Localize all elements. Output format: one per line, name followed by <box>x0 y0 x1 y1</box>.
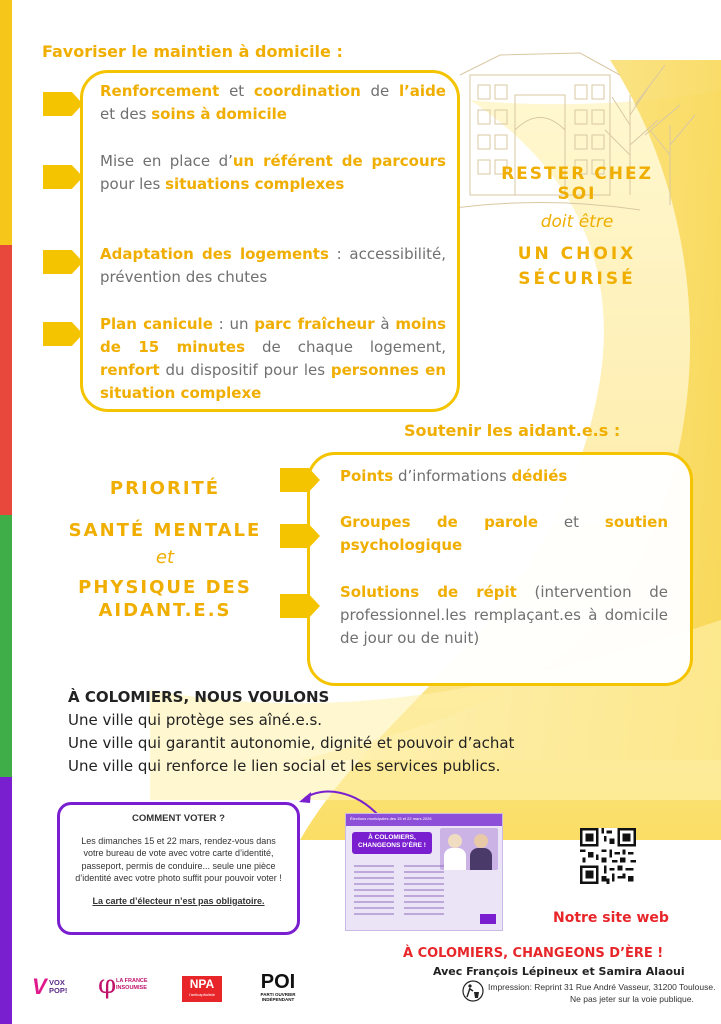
voulons-line-3: Une ville qui renforce le lien social et les services publics. <box>68 757 501 775</box>
flyer-list-lines <box>354 862 464 926</box>
footer-slogan: À COLOMIERS, CHANGEONS D’ÈRE ! <box>403 946 664 961</box>
priority-line3: et <box>155 547 175 568</box>
site-label[interactable]: Notre site web <box>553 910 669 926</box>
footer-imprint: Impression: Reprint 31 Rue André Vasseur, 31200 Toulouse. <box>488 982 716 992</box>
section1-title: Favoriser le maintien à domicile : <box>42 42 343 61</box>
stripe-red <box>0 245 12 515</box>
vote-info-box <box>57 802 300 935</box>
slogan-line2: doit être <box>540 212 614 232</box>
section1-item-2: Mise en place d’un référent de parcours pour les situations complexes <box>100 152 446 193</box>
logo-poi <box>250 972 306 1004</box>
qr-code-icon[interactable] <box>580 828 636 884</box>
logo-lfi-text: LA FRANCE INSOUMISE <box>116 978 148 991</box>
logo-npa <box>182 976 222 1002</box>
slogan-line1: RESTER CHEZ SOI <box>501 164 653 204</box>
logo-lfi: φ LA FRANCE INSOUMISE <box>98 974 158 1002</box>
voulons-title: À COLOMIERS, NOUS VOULONS <box>68 688 330 706</box>
stripe-yellow <box>0 0 12 245</box>
section1-item-1: Renforcement et coordination de l’aide et des soins à domicile <box>100 82 446 123</box>
priority-line4: PHYSIQUE DES AIDANT.E.S <box>78 577 252 621</box>
priority-line1: PRIORITÉ <box>109 478 221 499</box>
residence-illustration <box>440 35 710 235</box>
footer-candidates: Avec François Lépineux et Samira Alaoui <box>433 965 685 978</box>
section2-item-2: Groupes de parole et soutien psychologique <box>340 513 668 554</box>
vote-note: La carte d’électeur n’est pas obligatoire. <box>92 895 265 906</box>
voulons-line-2: Une ville qui garantit autonomie, dignité et pouvoir d’achat <box>68 734 515 752</box>
priority-line2: SANTÉ MENTALE <box>68 520 262 541</box>
logo-poi-text: POI <box>260 971 296 993</box>
stripe-green <box>0 515 12 777</box>
stripe-purple <box>0 777 12 1024</box>
voulons-line-1: Une ville qui protège ses aîné.e.s. <box>68 711 323 729</box>
section2-title: Soutenir les aidant.e.s : <box>404 421 621 440</box>
vote-body: Les dimanches 15 et 22 mars, rendez-vous dans votre bureau de vote avec votre carte d’identité, passeport, permis de conduire... seule une pièce d’identité avec votre photo suffit pour pouvoir voter ! <box>75 835 282 883</box>
recycle-trash-icon <box>462 980 484 1002</box>
section1-item-4: Plan canicule : un parc fraîcheur à moins de 15 minutes de chaque logement, renfort du dispositif pour les personnes en situation complexe <box>100 315 446 402</box>
section2-item-1: Points d’informations dédiés <box>340 467 568 485</box>
logo-poi-sub: PARTI OUVRIER INDÉPENDANT <box>260 992 296 1002</box>
footer-notice: Ne pas jeter sur la voie publique. <box>570 994 694 1004</box>
logo-voxpop: V VOX POP! <box>32 976 77 1000</box>
logo-voxpop-text: VOX POP! <box>49 978 68 995</box>
section2-item-3: Solutions de répit (intervention de professionnel.les remplaçant.es à domicile de jour ou de nuit) <box>340 583 668 647</box>
section1-item-3: Adaptation des logements : accessibilité, prévention des chutes <box>100 245 446 286</box>
slogan-line3: UN CHOIX SÉCURISÉ <box>517 244 637 289</box>
flyer-header: Élections municipales des 15 et 22 mars 2026 <box>350 816 432 821</box>
logo-npa-sub: l'anticapitaliste <box>189 992 215 997</box>
vote-title: COMMENT VOTER ? <box>132 813 225 824</box>
flyer-thumbnail <box>345 813 503 931</box>
flyer-title: À COLOMIERS, CHANGEONS D’ÈRE ! <box>358 834 426 849</box>
logo-npa-text: NPA <box>189 977 215 991</box>
